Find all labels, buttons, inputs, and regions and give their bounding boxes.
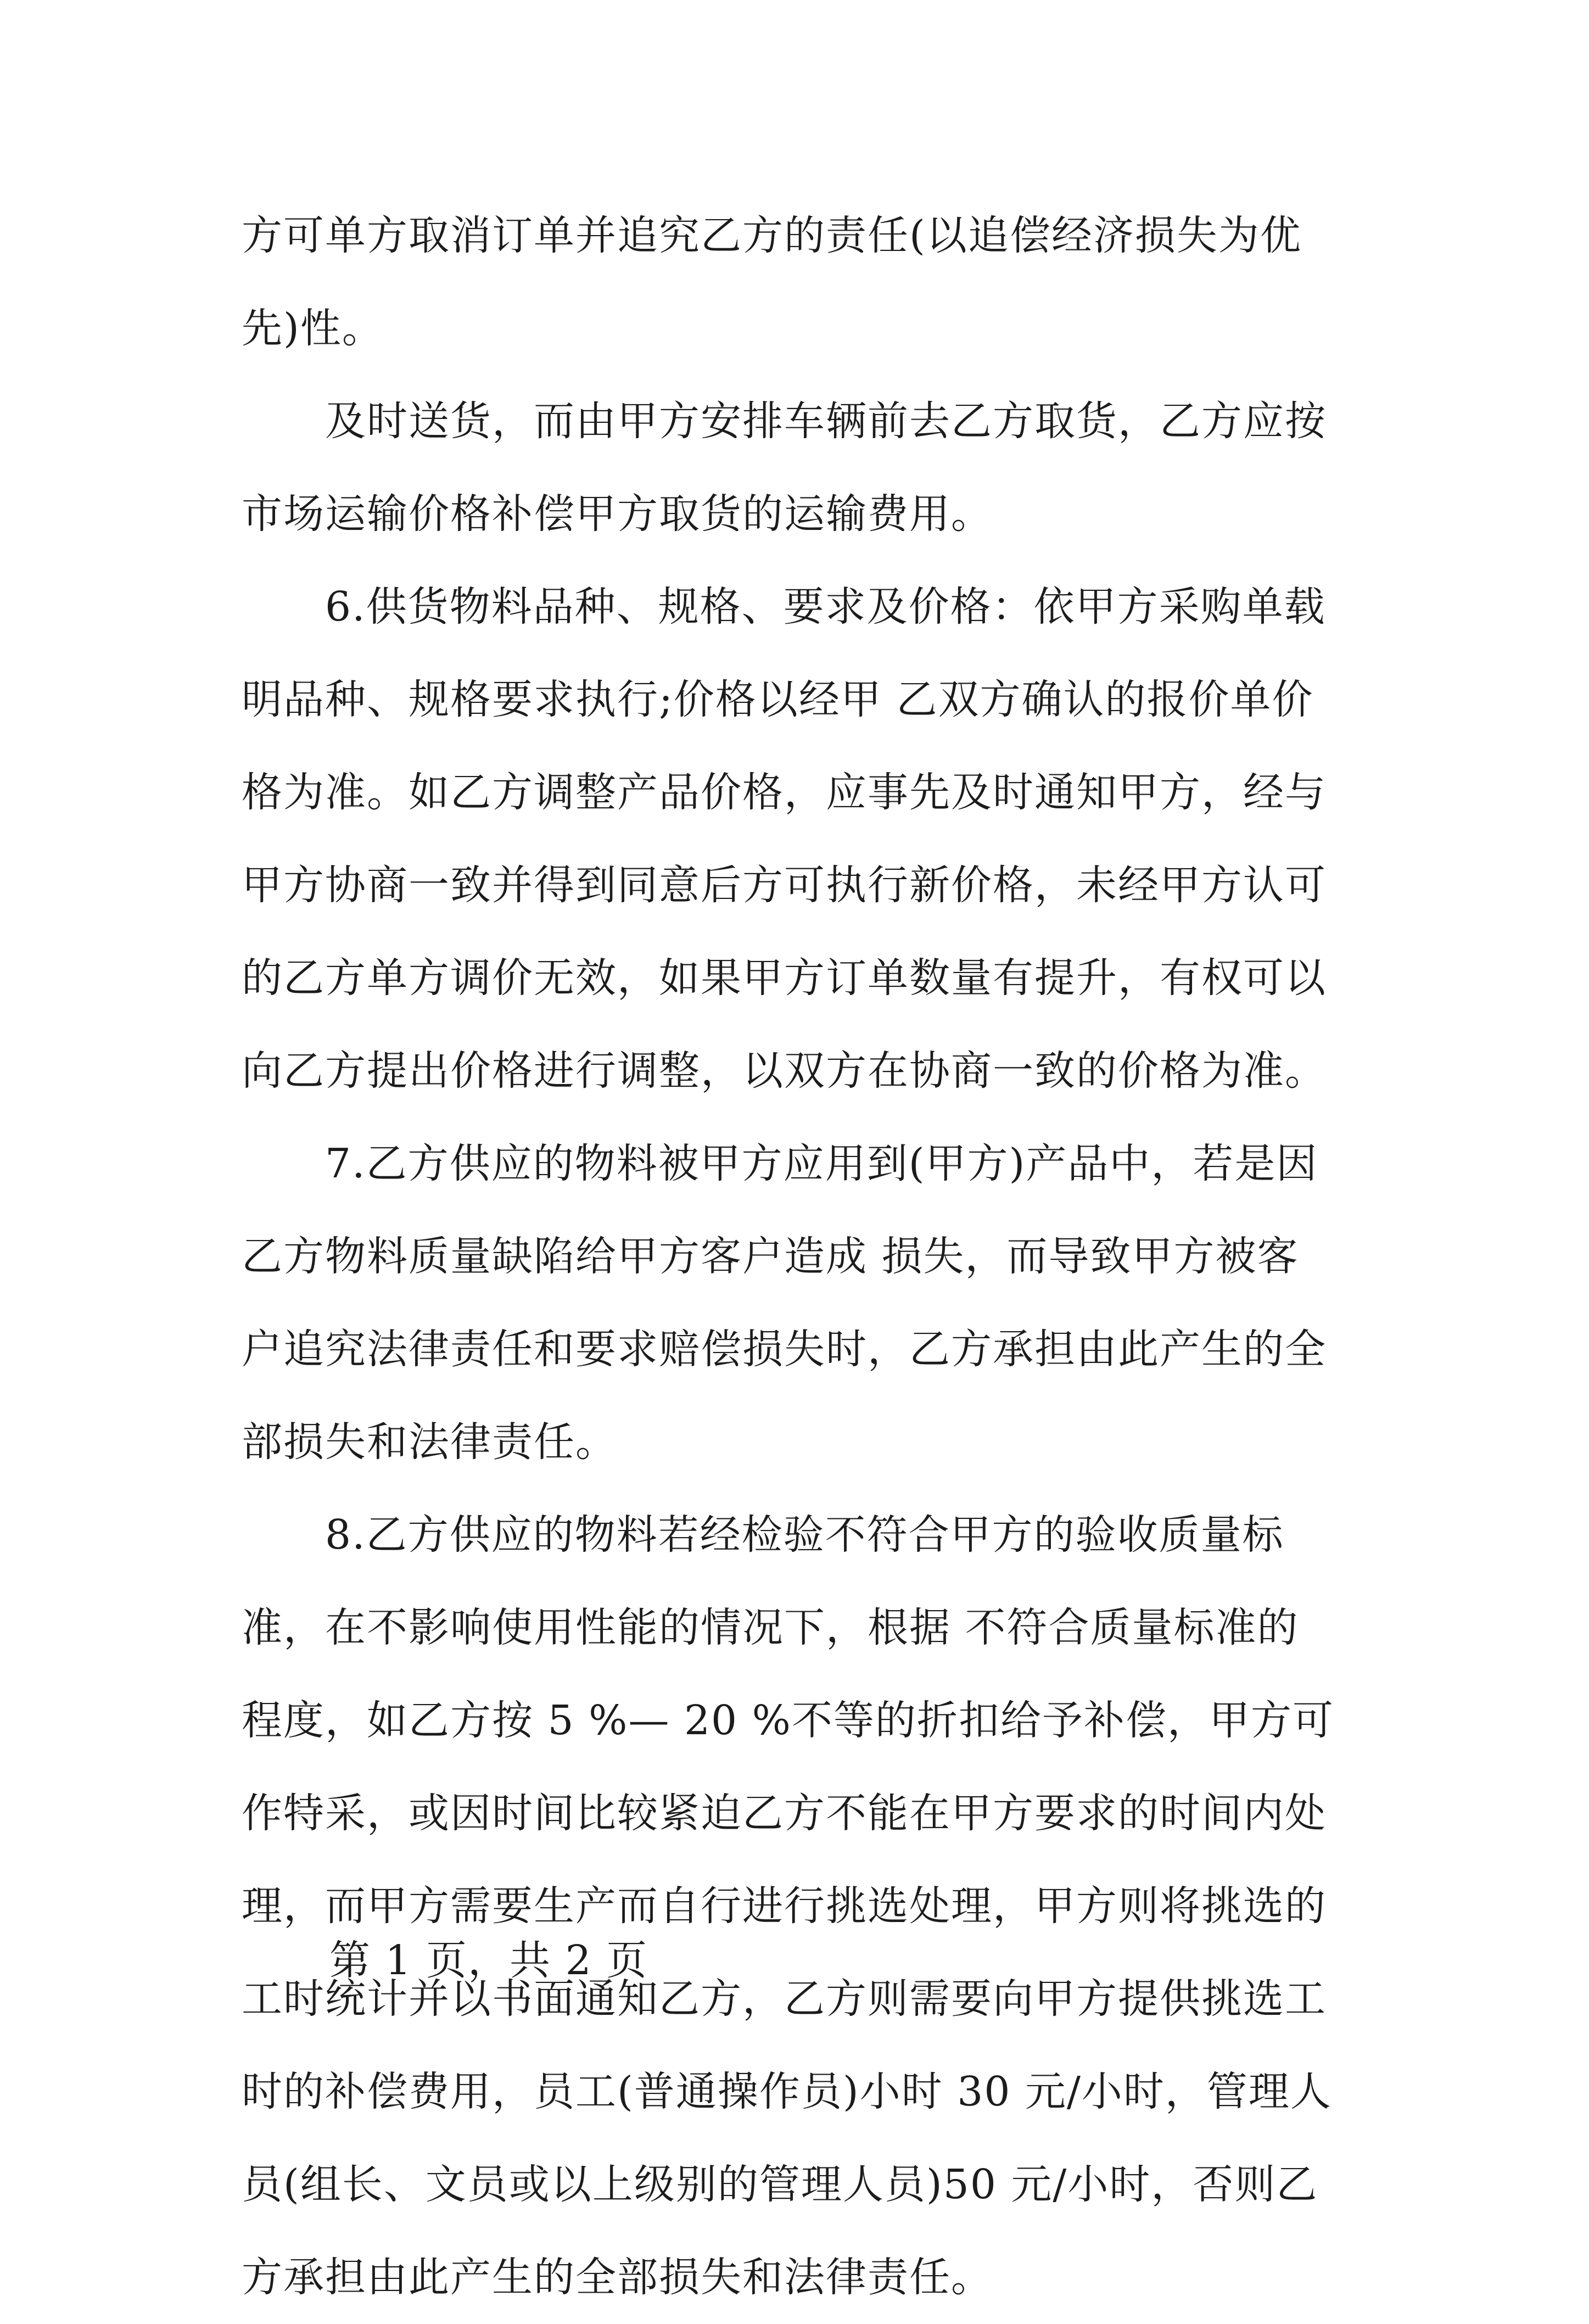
text-line: 6.供货物料品种、规格、要求及价格：依甲方采购单载	[242, 583, 1326, 630]
text-line: 7.乙方供应的物料被甲方应用到(甲方)产品中，若是因	[242, 1140, 1318, 1187]
text-line: 市场运输价格补偿甲方取货的运输费用。	[242, 490, 993, 538]
text-line: 向乙方提出价格进行调整，以双方在协商一致的价格为准。	[242, 1047, 1327, 1094]
text-line: 方可单方取消订单并追究乙方的责任(以追偿经济损失为优	[242, 212, 1302, 259]
document-body	[242, 189, 1351, 2324]
text-line: 作特采，或因时间比较紧迫乙方不能在甲方要求的时间内处	[242, 1790, 1327, 1837]
text-line: 理，而甲方需要生产而自行进行挑选处理，甲方则将挑选的	[242, 1882, 1327, 1930]
text-line: 方承担由此产生的全部损失和法律责任。	[242, 2254, 993, 2301]
text-line: 及时送货，而由甲方安排车辆前去乙方取货，乙方应按	[242, 398, 1327, 445]
text-line: 时的补偿费用，员工(普通操作员)小时 30 元/小时，管理人	[242, 2068, 1332, 2115]
text-line: 格为准。如乙方调整产品价格，应事先及时通知甲方，经与	[242, 769, 1327, 816]
text-line: 明品种、规格要求执行;价格以经甲 乙双方确认的报价单价	[242, 676, 1314, 723]
text-line: 甲方协商一致并得到同意后方可执行新价格，未经甲方认可	[242, 862, 1327, 909]
page-number-footer: 第 1 页，共 2 页	[329, 1937, 648, 1984]
text-line: 8.乙方供应的物料若经检验不符合甲方的验收质量标	[242, 1511, 1284, 1558]
text-line: 准，在不影响使用性能的情况下，根据 不符合质量标准的	[242, 1604, 1299, 1651]
text-line: 员(组长、文员或以上级别的管理人员)50 元/小时，否则乙	[242, 2161, 1318, 2208]
text-line: 乙方物料质量缺陷给甲方客户造成 损失，而导致甲方被客	[242, 1233, 1299, 1280]
text-line: 的乙方单方调价无效，如果甲方订单数量有提升，有权可以	[242, 954, 1327, 1002]
text-line: 先)性。	[242, 305, 384, 352]
text-line: 户追究法律责任和要求赔偿损失时，乙方承担由此产生的全	[242, 1326, 1327, 1373]
text-line: 程度，如乙方按 5 %— 20 %不等的折扣给予补偿，甲方可	[242, 1697, 1334, 1744]
text-line: 部损失和法律责任。	[242, 1418, 617, 1466]
text-line: 工时统计并以书面通知乙方，乙方则需要向甲方提供挑选工	[242, 1975, 1327, 2023]
